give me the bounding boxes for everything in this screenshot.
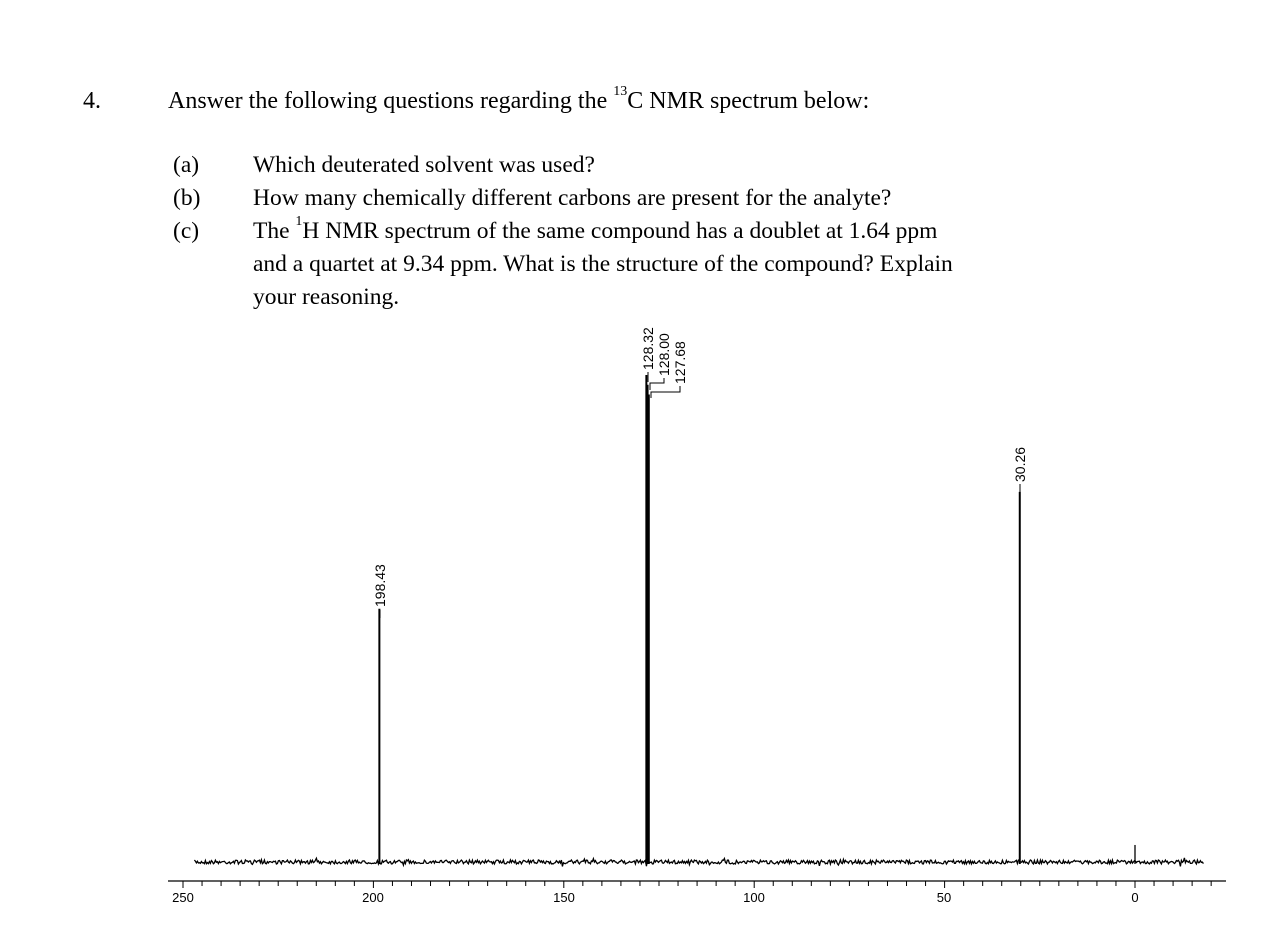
part-b-label: (b) (173, 185, 201, 211)
tick-label-200: 200 (362, 890, 384, 905)
intro-superscript: 13 (613, 84, 628, 99)
question-number: 4. (83, 88, 101, 114)
peak-label-127-68-leader (651, 386, 680, 398)
x-axis (168, 881, 1226, 888)
part-c-sup: 1 (295, 214, 303, 229)
intro-text: Answer the following questions regarding the (168, 88, 614, 114)
peak-label-30: 30.26 (1012, 446, 1028, 482)
part-a-label: (a) (173, 152, 200, 178)
part-a-text: Which deuterated solvent was used? (253, 152, 595, 178)
tick-label-150: 150 (553, 890, 575, 905)
peak-label-127-68: 127.68 (672, 341, 688, 384)
peak-label-128-00: 128.00 (656, 333, 672, 376)
spectrum-trace (194, 858, 1203, 867)
peak-label-198: 198.43 (372, 564, 388, 607)
tick-label-50: 50 (936, 890, 952, 905)
part-c-pre: The (253, 218, 296, 244)
part-c-label: (c) (173, 218, 200, 244)
part-b-text: How many chemically different carbons are present for the analyte? (253, 185, 892, 211)
tick-label-0: 0 (1131, 890, 1139, 905)
part-c-line2: and a quartet at 9.34 ppm. What is the structure of the compound? Explain (253, 251, 953, 277)
part-c-post: H NMR spectrum of the same compound has a doublet at 1.64 ppm (302, 218, 938, 244)
part-c-line3: your reasoning. (253, 284, 400, 310)
intro-text-end: C NMR spectrum below: (627, 88, 870, 114)
tick-label-250: 250 (172, 890, 194, 905)
tick-label-100: 100 (743, 890, 765, 905)
peak-label-128-00-leader (650, 378, 664, 390)
peak-label-128-32: 128.32 (640, 327, 656, 370)
